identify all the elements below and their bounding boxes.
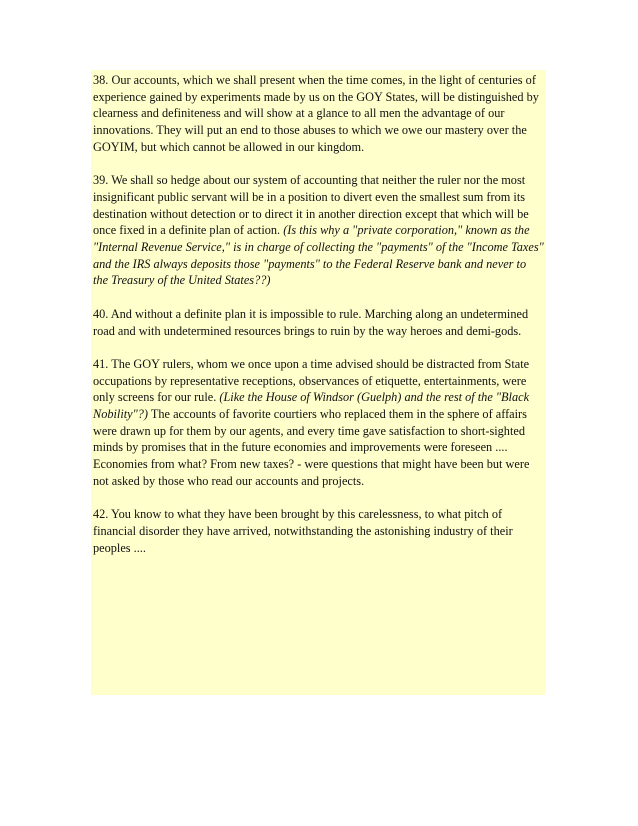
paragraph-41 (93, 356, 544, 490)
highlighted-text-box (91, 70, 546, 695)
paragraph-39-comment: (Is this why a "private corporation," known as the "Internal Revenue Service," is in charge of collecting the "payments" of the "Income Taxes" and the IRS always deposits those "payments" to the Federal Reserve bank and never to the Treasury of the United States??) (93, 223, 544, 288)
paragraph-41-text-start: 41. The GOY rulers, whom we once upon a time advised should be distracted from State occupations by representative receptions, observances of etiquette, entertainments, were only screens for our rule. (93, 356, 530, 405)
paragraph-39-text: 39. We shall so hedge about our system of accounting that neither the ruler nor the most insignificant public servant will be in a position to divert even the smallest sum from its destination without detection or to direct it in another direction except that which will be once fixed in a definite plan of action. (93, 173, 529, 238)
paragraph-38-text: 38. Our accounts, which we shall present when the time comes, in the light of centuries of experience gained by experiments made by us on the GOY States, will be distinguished by clearness and definiteness and will show at a glance to all men the advantage of our innovations. They will put an end to those abuses to which we owe our mastery over the GOYIM, but which cannot be allowed in our kingdom. (93, 73, 539, 154)
paragraph-40-text: 40. And without a definite plan it is impossible to rule. Marching along an undetermined road and with undetermined resources brings to ruin by the way heroes and demi-gods. (93, 306, 529, 338)
paragraph-40 (93, 306, 544, 339)
paragraph-42-text: 42. You know to what they have been brought by this carelessness, to what pitch of financial disorder they have arrived, notwithstanding the astonishing industry of their peoples .... (93, 507, 513, 555)
paragraph-42 (93, 506, 544, 556)
paragraph-41-comment: (Like the House of Windsor (Guelph) and the rest of the "Black Nobility"?) (93, 390, 530, 422)
paragraph-41-text-end: The accounts of favorite courtiers who replaced them in the sphere of affairs were drawn up for them by our agents, and every time gave satisfaction to short-sighted minds by promises that in the future economies and improvements were foreseen .... Economies from what? From new taxes? - were questions that might have been but were not asked by those who read our accounts and projects. (93, 407, 530, 488)
paragraph-38 (93, 72, 544, 156)
paragraph-39 (93, 172, 544, 289)
